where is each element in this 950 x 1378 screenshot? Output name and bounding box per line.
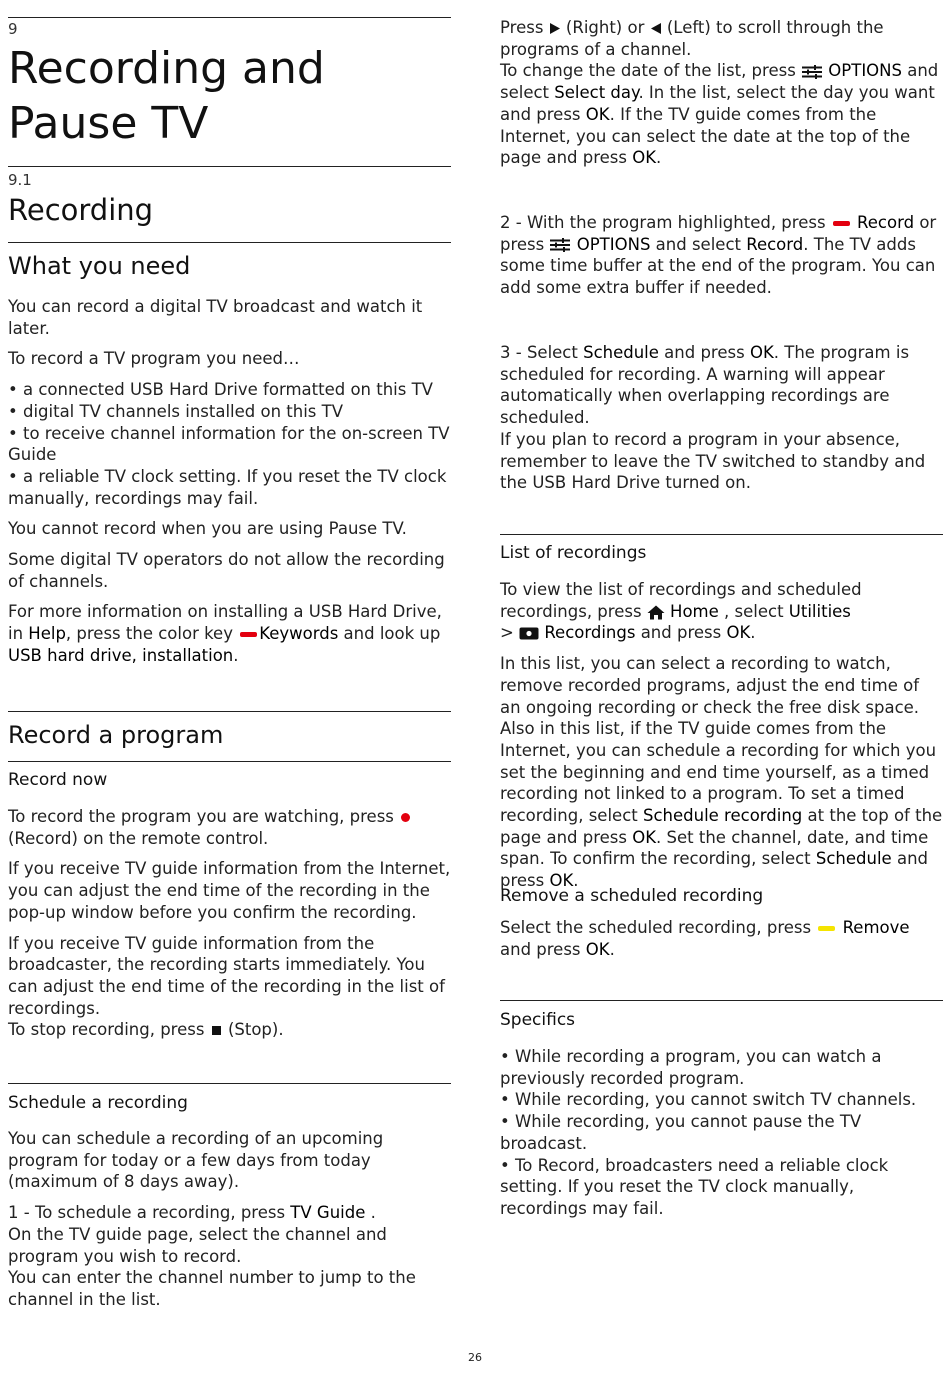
help-link[interactable]: Help [28,624,66,644]
record-label: Record [857,213,915,232]
schedule-label: Schedule [583,343,659,362]
record-program-divider [8,711,451,712]
list-access-paragraph: To view the list of recordings and scheduled recordings, press Home , select Utilities > Recordings and press OK. [500,580,862,643]
options-icon [801,65,823,79]
red-key-icon [833,221,850,226]
red-key-icon [240,632,257,637]
needs-paragraph: To record a TV program you need… [8,349,300,369]
home-label: Home [670,601,719,621]
list-body [500,579,943,892]
options-icon [549,238,571,252]
guide-navigation-body [500,17,943,169]
list-item: • While recording, you cannot switch TV channels. [500,1090,917,1110]
internet-guide-paragraph: If you receive TV guide information from the Internet, you can adjust the end time of the recording in the pop-up window before you confirm the recording. [8,859,451,922]
record-icon [401,813,410,822]
record-now-heading: Record now [8,770,108,790]
remove-body: Select the scheduled recording, press Remove and press OK. [500,918,910,959]
step-3: 3 - Select Schedule and press OK. The program is scheduled for recording. A warning will appear automatically when overlapping recordings are scheduled. If you plan to record a program in your absence, remember to leave the TV switched to standby and the USB Hard Drive turned on. [500,342,943,494]
what-you-need-heading: What you need [8,252,191,280]
step-1-detail: On the TV guide page, select the channel and program you wish to record. [8,1224,387,1266]
section-divider [8,166,451,167]
list-item: • To Record, broadcasters need a reliable clock setting. If you reset the TV clock manually, recordings may fail. [500,1155,889,1218]
chapter-number: 9 [8,20,18,38]
tv-guide-key: TV Guide [290,1203,366,1223]
record-now-paragraph: To record the program you are watching, press (Record) on the remote control. [8,806,451,849]
step-1: 1 - To schedule a recording, press TV Guide . [8,1203,376,1223]
recordings-icon [519,627,539,640]
pause-tv-note: You cannot record when you are using Pause TV. [8,519,407,539]
left-arrow-icon [650,22,662,35]
more-info-paragraph: For more information on installing a USB Hard Drive, in Help, press the color key Keywords and look up USB hard drive, installation. [8,602,442,665]
keywords-label: Keywords [259,624,339,644]
list-description: In this list, you can select a recording to watch, remove recorded programs, adjust the end time of an ongoing recording or check the free disk space. Also in this list, if the TV guide comes from the Internet, you can schedule a recording for which you set the beginning and end time yourself, as a timed recording not linked to a program. To set a timed recording, select Schedule recording at the top of the page and press OK. Set the channel, date, and time span. To confirm the recording, select Schedule and press OK. [500,654,943,891]
change-date-paragraph: To change the date of the list, press OPTIONS and select Select day. In the list, select the day you want and press OK. If the TV guide comes from the Internet, you can select the date at the top of the page and press OK. [500,61,939,168]
stop-icon [212,1026,221,1035]
specifics-heading: Specifics [500,1010,576,1030]
usb-topic-link[interactable]: USB hard drive, installation [8,645,234,665]
record-now-divider [8,761,451,762]
step-2: 2 - With the program highlighted, press Record or press OPTIONS and select Record. The TV adds some time buffer at the end of the program. You can add some extra buffer if needed. [500,213,937,298]
absence-note: If you plan to record a program in your absence, remember to leave the TV switched to standby and the USB Hard Drive turned on. [500,429,926,493]
remove-label: Remove [842,918,910,937]
schedule-body [8,1128,451,1311]
schedule-heading: Schedule a recording [8,1093,188,1113]
scroll-paragraph: Press (Right) or (Left) to scroll through the programs of a channel. [500,18,884,59]
list-item: • a connected USB Hard Drive formatted on this TV [8,380,433,400]
list-heading: List of recordings [500,543,647,563]
right-arrow-icon [549,22,561,35]
schedule-intro: You can schedule a recording of an upcoming program for today or a few days from today (maximum of 8 days away). [8,1129,384,1192]
record-now-body [8,806,451,1041]
chapter-divider [8,17,451,18]
remove-heading: Remove a scheduled recording [500,886,764,906]
list-item: • digital TV channels installed on this TV [8,401,344,421]
utilities-label: Utilities [788,601,851,621]
list-item: • While recording, you cannot pause the TV broadcast. [500,1112,862,1153]
recordings-label: Recordings [544,623,636,643]
chapter-title [8,41,451,151]
list-item: • While recording a program, you can watch a previously recorded program. [500,1047,882,1088]
intro-paragraph: You can record a digital TV broadcast and watch it later. [8,297,423,338]
schedule-divider [8,1083,451,1084]
list-divider [500,534,943,535]
step-1-channel: You can enter the channel number to jump to the channel in the list. [8,1268,416,1309]
page-number: 26 [468,1351,482,1364]
what-you-need-divider [8,242,451,243]
stop-paragraph: To stop recording, press (Stop). [8,1020,284,1040]
home-icon [647,605,665,620]
yellow-key-icon [818,926,835,931]
operators-note: Some digital TV operators do not allow the recording of channels. [8,550,445,591]
list-item: • to receive channel information for the on-screen TV Guide [8,423,450,465]
options-label: OPTIONS [828,61,902,81]
chapter-title-line2: Pause TV [8,98,209,149]
what-you-need-body [8,296,451,667]
chapter-title-line1: Recording and [8,43,325,94]
specifics-list [500,1046,943,1220]
specifics-divider [500,1000,943,1001]
broadcaster-guide-paragraph: If you receive TV guide information from the broadcaster, the recording starts immediately. You can adjust the end time of the recording in the list of recordings. [8,933,445,1018]
list-item: • a reliable TV clock setting. If you reset the TV clock manually, recordings may fail. [8,466,447,508]
section-title: Recording [8,193,154,227]
needs-list [8,379,451,509]
schedule-recording-label: Schedule recording [642,806,803,826]
record-program-heading: Record a program [8,721,224,749]
section-number: 9.1 [8,171,32,189]
select-day-label: Select day [554,83,639,103]
